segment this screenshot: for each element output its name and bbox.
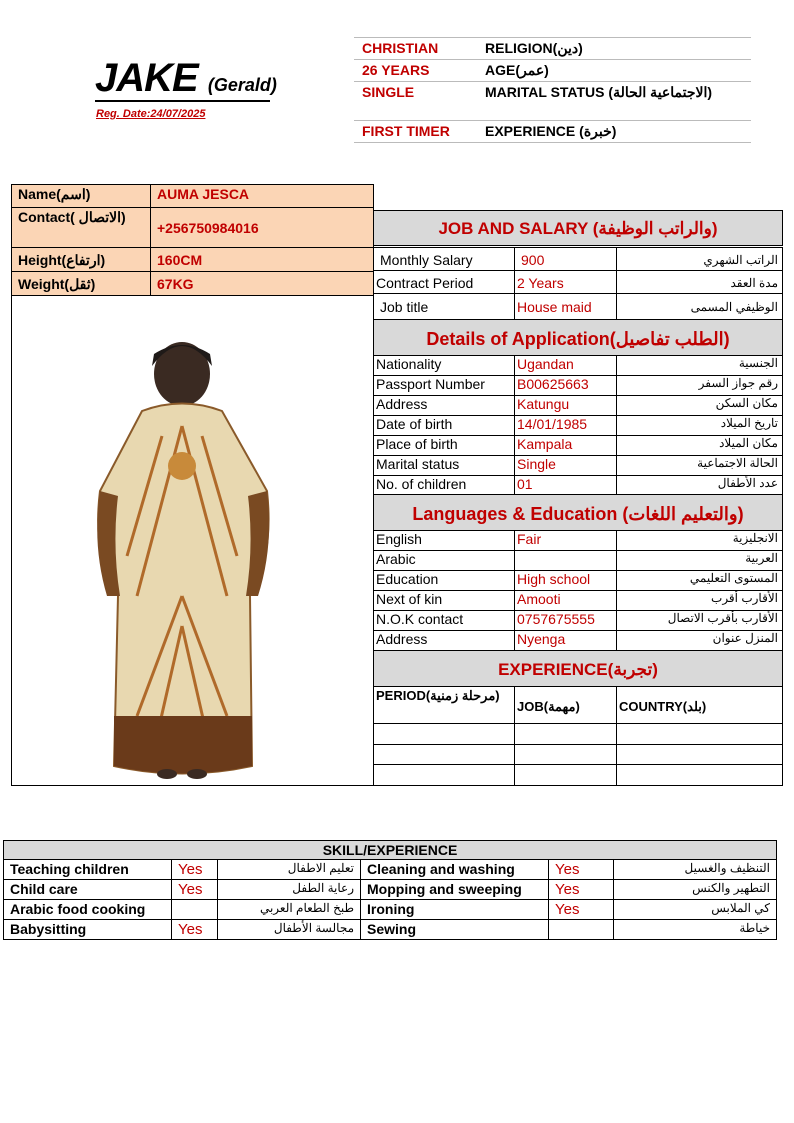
name-value: AUMA JESCA [150, 184, 374, 208]
job-label: Contract Period [373, 270, 515, 294]
skill-row: Arabic food cooking طبخ الطعام العربي Ironing Yes كي الملابس [4, 900, 777, 920]
candidate-photo [11, 295, 374, 786]
name-label: Name(اسم) [11, 184, 151, 208]
language-arabic-label: الانجليزية [616, 530, 783, 551]
experience-col-country: COUNTRY(بلد) [616, 686, 783, 724]
language-value [514, 550, 617, 571]
application-label: Place of birth [373, 435, 515, 456]
application-arabic-label: تاريخ الميلاد [616, 415, 783, 436]
job-label: Monthly Salary [373, 247, 515, 271]
language-arabic-label: العربية [616, 550, 783, 571]
contact-value: +256750984016 [150, 207, 374, 248]
language-arabic-label: المنزل عنوان [616, 630, 783, 651]
summary-row: SINGLE MARITAL STATUS (الاجتماعية الحالة) [354, 82, 751, 121]
height-label: Height(ارتفاع) [11, 247, 151, 272]
experience-cell [373, 723, 515, 745]
language-arabic-label: الأقارب أقرب [616, 590, 783, 611]
language-value: High school [514, 570, 617, 591]
application-arabic-label: الحالة الاجتماعية [616, 455, 783, 476]
summary-row: FIRST TIMER EXPERIENCE (خبرة) [354, 121, 751, 143]
weight-label: Weight(ثقل) [11, 271, 151, 296]
candidate-name: JAKE (Gerald) [95, 56, 277, 100]
experience-cell [514, 723, 617, 745]
experience-cell [373, 744, 515, 765]
application-value: Katungu [514, 395, 617, 416]
application-label: Address [373, 395, 515, 416]
job-arabic-label: الوظيفي المسمى [616, 293, 783, 320]
job-arabic-label: الراتب الشهري [616, 247, 783, 271]
application-arabic-label: الجنسية [616, 355, 783, 376]
language-value: Amooti [514, 590, 617, 611]
application-label: Date of birth [373, 415, 515, 436]
language-label: N.O.K contact [373, 610, 515, 631]
weight-value: 67KG [150, 271, 374, 296]
application-arabic-label: رقم جواز السفر [616, 375, 783, 396]
application-value: 01 [514, 475, 617, 496]
experience-col-job: JOB(مهمة) [514, 686, 617, 724]
experience-cell [514, 764, 617, 786]
application-arabic-label: مكان الميلاد [616, 435, 783, 456]
summary-row: 26 YEARS AGE(عمر) [354, 60, 751, 82]
experience-cell [514, 744, 617, 765]
skill-row: Babysitting Yes مجالسة الأطفال Sewing خياطة [4, 920, 777, 940]
job-salary-header: JOB AND SALARY (والراتب الوظيفة) [373, 210, 783, 246]
application-label: Passport Number [373, 375, 515, 396]
summary-row: CHRISTIAN RELIGION(دين) [354, 38, 751, 60]
experience-col-period: PERIOD(مرحلة زمنية) [373, 686, 515, 724]
language-label: English [373, 530, 515, 551]
person-figure-image [12, 296, 373, 785]
application-form [11, 184, 783, 786]
application-label: Nationality [373, 355, 515, 376]
language-arabic-label: الأقارب بأقرب الاتصال [616, 610, 783, 631]
candidate-name-sub: (Gerald) [207, 75, 277, 95]
experience-header: EXPERIENCE(تجربة) [373, 650, 783, 687]
application-value: B00625663 [514, 375, 617, 396]
job-value: 900 [514, 247, 617, 271]
height-value: 160CM [150, 247, 374, 272]
skill-row: Child care Yes رعاية الطفل Mopping and sweeping Yes التطهير والكنس [4, 880, 777, 900]
language-value: Nyenga [514, 630, 617, 651]
application-label: No. of children [373, 475, 515, 496]
language-label: Next of kin [373, 590, 515, 611]
registration-date: Reg. Date:24/07/2025 [96, 108, 206, 120]
application-value: 14/01/1985 [514, 415, 617, 436]
language-label: Address [373, 630, 515, 651]
languages-header: Languages & Education (والتعليم اللغات) [373, 494, 783, 531]
summary-table [354, 37, 751, 143]
language-label: Education [373, 570, 515, 591]
job-value: House maid [514, 293, 617, 320]
application-value: Ugandan [514, 355, 617, 376]
job-value: 2 Years [514, 270, 617, 294]
application-arabic-label: مكان السكن [616, 395, 783, 416]
language-value: 0757675555 [514, 610, 617, 631]
experience-cell [616, 764, 783, 786]
language-arabic-label: المستوى التعليمي [616, 570, 783, 591]
application-value: Kampala [514, 435, 617, 456]
application-header: Details of Application(الطلب تفاصيل) [373, 319, 783, 356]
job-label: Job title [373, 293, 515, 320]
skills-table [3, 840, 777, 940]
job-arabic-label: مدة العقد [616, 270, 783, 294]
application-arabic-label: عدد الأطفال [616, 475, 783, 496]
experience-cell [373, 764, 515, 786]
experience-cell [616, 723, 783, 745]
application-label: Marital status [373, 455, 515, 476]
language-value: Fair [514, 530, 617, 551]
name-underline [95, 100, 270, 102]
language-label: Arabic [373, 550, 515, 571]
skill-row: Teaching children Yes تعليم الاطفال Cleaning and washing Yes التنظيف والغسيل [4, 860, 777, 880]
skills-header: SKILL/EXPERIENCE [4, 841, 777, 860]
application-value: Single [514, 455, 617, 476]
contact-label: Contact( الاتصال) [11, 207, 151, 248]
experience-cell [616, 744, 783, 765]
